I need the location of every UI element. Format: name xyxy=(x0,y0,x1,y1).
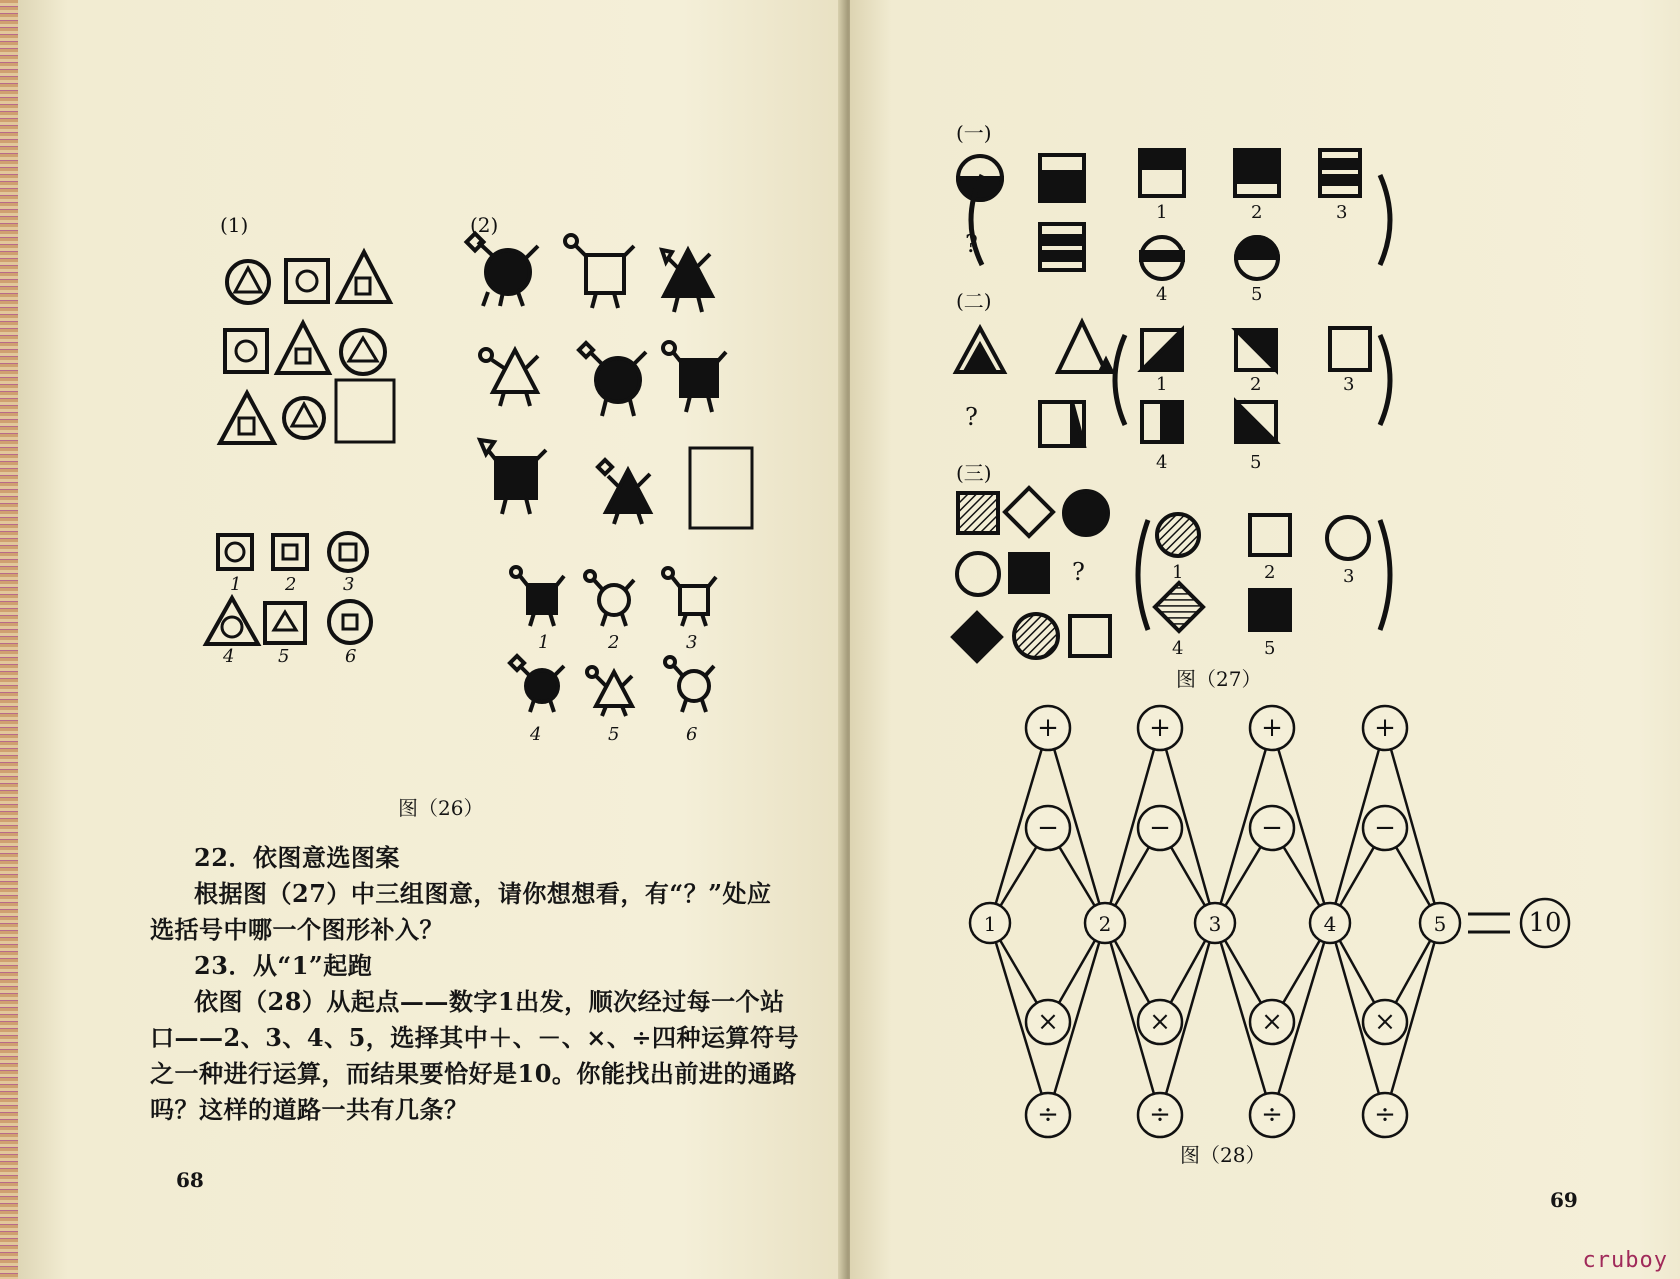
fig26-part2-label: (2) xyxy=(470,213,499,237)
fig27-question-1: ? xyxy=(965,230,978,258)
fig26-caption: 图（26） xyxy=(398,796,484,820)
fig28-operator-1-4: ÷ xyxy=(1037,1100,1059,1130)
fig26-opt2-3: 3 xyxy=(686,632,698,653)
fig28-operator-3-1: + xyxy=(1261,713,1283,743)
fig27-g3-opt3: 3 xyxy=(1343,566,1355,587)
fig26-opt1-6: 6 xyxy=(345,646,357,667)
fig27-g3-opt4: 4 xyxy=(1172,638,1184,659)
fig27-question-3: ? xyxy=(1072,558,1085,586)
fig27-caption: 图（27） xyxy=(1176,667,1262,691)
fig27-g3-opt5: 5 xyxy=(1264,638,1276,659)
right-page xyxy=(850,0,1680,1279)
fig28-operator-2-4: ÷ xyxy=(1149,1100,1171,1130)
fig27-group1-label: (一) xyxy=(956,121,992,145)
fig28-operator-2-1: + xyxy=(1149,713,1171,743)
fig26-opt1-1: 1 xyxy=(230,574,242,595)
fig26-part1-label: (1) xyxy=(220,213,249,237)
page-number-left: 68 xyxy=(176,1168,204,1192)
q23-line3: 之一种进行运算，而结果要恰好是10。你能找出前进的通路 xyxy=(150,1059,797,1088)
fig27-g2-opt5: 5 xyxy=(1250,452,1262,473)
figure-26 xyxy=(18,0,848,760)
fig28-operator-1-3: × xyxy=(1037,1007,1059,1037)
fig26-opt2-6: 6 xyxy=(686,724,698,745)
fig27-g1-opt3: 3 xyxy=(1336,202,1348,223)
fig26-opt1-5: 5 xyxy=(278,646,290,667)
fig26-opt1-3: 3 xyxy=(343,574,355,595)
fig28-station-3: 3 xyxy=(1208,912,1222,936)
fig27-g2-opt4: 4 xyxy=(1156,452,1168,473)
q23-line2: 口——2、3、4、5，选择其中＋、－、×、÷四种运算符号 xyxy=(150,1023,800,1052)
fig28-operator-3-4: ÷ xyxy=(1261,1100,1283,1130)
fig28-operator-1-1: + xyxy=(1037,713,1059,743)
fig28-station-2: 2 xyxy=(1098,912,1112,936)
fig28-operator-4-2: − xyxy=(1374,813,1396,843)
fig27-g3-opt2: 2 xyxy=(1264,562,1276,583)
fig27-g2-opt3: 3 xyxy=(1343,374,1355,395)
fig26-opt2-1: 1 xyxy=(538,632,550,653)
watermark: cruboy xyxy=(1582,1248,1668,1273)
fig28-operator-3-3: × xyxy=(1261,1007,1283,1037)
fig27-g1-opt4: 4 xyxy=(1156,284,1168,305)
q23-line1: 依图（28）从起点——数字1出发，顺次经过每一个站 xyxy=(194,987,785,1016)
fig28-station-4: 4 xyxy=(1323,912,1337,936)
fig27-g2-opt2: 2 xyxy=(1250,374,1262,395)
left-page xyxy=(18,0,848,1279)
fig26-opt2-2: 2 xyxy=(608,632,620,653)
q23-title: 23．从“1”起跑 xyxy=(194,951,373,980)
fig26-opt2-4: 4 xyxy=(530,724,542,745)
fig28-station-5: 5 xyxy=(1433,912,1447,936)
fig28-operator-4-3: × xyxy=(1374,1007,1396,1037)
fig26-opt1-4: 4 xyxy=(223,646,235,667)
fig27-g1-opt1: 1 xyxy=(1156,202,1168,223)
q23-line4: 吗？这样的道路一共有几条？ xyxy=(150,1095,469,1124)
fig27-question-2: ? xyxy=(965,403,978,431)
fig27-g2-opt1: 1 xyxy=(1156,374,1168,395)
left-body-text xyxy=(150,840,830,1128)
fig28-target: 10 xyxy=(1528,908,1562,938)
q22-title: 22．依图意选图案 xyxy=(194,843,400,872)
q22-line1: 根据图（27）中三组图意，请你想想看，有“？”处应 xyxy=(194,879,772,908)
fig28-operator-4-4: ÷ xyxy=(1374,1100,1396,1130)
fig28-operator-2-2: − xyxy=(1149,813,1171,843)
fig27-g1-opt5: 5 xyxy=(1251,284,1263,305)
q22-line2: 选括号中哪一个图形补入？ xyxy=(150,915,444,944)
page-number-right: 69 xyxy=(1550,1188,1578,1212)
fig28-operator-2-3: × xyxy=(1149,1007,1171,1037)
figure-27-28 xyxy=(850,0,1680,1279)
fig27-group3-label: (三) xyxy=(956,461,992,485)
fig28-operator-3-2: − xyxy=(1261,813,1283,843)
fig28-caption: 图（28） xyxy=(1180,1143,1266,1167)
fig26-opt1-2: 2 xyxy=(285,574,297,595)
fig26-opt2-5: 5 xyxy=(608,724,620,745)
fig27-group2-label: (二) xyxy=(956,289,992,313)
fig28-operator-4-1: + xyxy=(1374,713,1396,743)
fig28-station-1: 1 xyxy=(983,912,997,936)
fig27-g1-opt2: 2 xyxy=(1251,202,1263,223)
fig28-operator-1-2: − xyxy=(1037,813,1059,843)
fig27-g3-opt1: 1 xyxy=(1172,562,1184,583)
